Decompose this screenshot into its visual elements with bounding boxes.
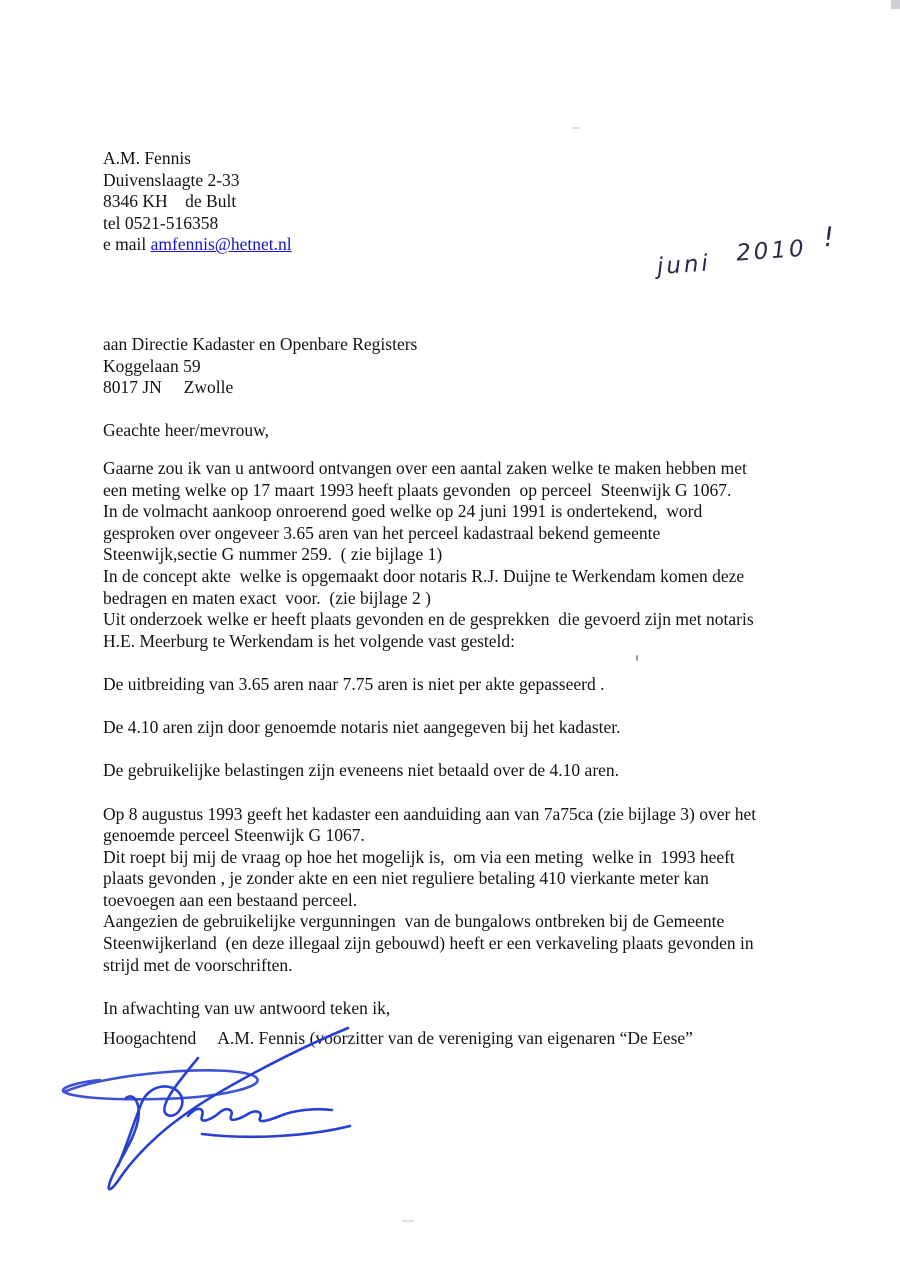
handwritten-exclamation: ! xyxy=(822,222,839,254)
text-line: De gebruikelijke belastingen zijn eveneens niet betaald over de 4.10 aren. xyxy=(103,760,620,781)
text-line: Koggelaan 59 xyxy=(103,355,201,376)
text-line: Aangezien de gebruikelijke vergunningen van de bungalows ontbreken bij de Gemeente xyxy=(103,911,725,932)
text-line: bedragen en maten exact voor. (zie bijlage 2 ) xyxy=(103,587,431,608)
text-line: Gaarne zou ik van u antwoord ontvangen over een aantal zaken welke te maken hebben met xyxy=(103,458,747,478)
text-line: Uit onderzoek welke er heeft plaats gevonden en de gesprekken die gevoerd zijn met notaris xyxy=(103,609,754,630)
letter-body xyxy=(103,458,825,1019)
handwritten-date-note xyxy=(640,222,870,302)
sender-email-line xyxy=(103,234,292,256)
text-line: Dit roept bij mij de vraag op hoe het mogelijk is, om via een meting welke in 1993 heeft xyxy=(103,846,735,867)
scan-artifact-corner xyxy=(891,0,900,9)
text-line xyxy=(103,652,825,674)
text-line: Steenwijk,sectie G nummer 259. ( zie bijlage 1) xyxy=(103,544,443,565)
text-line xyxy=(103,976,825,998)
signature-scribble xyxy=(30,1014,380,1204)
text-line: genoemde perceel Steenwijk G 1067. xyxy=(103,825,365,846)
recipient-address-block xyxy=(103,334,417,399)
text-line xyxy=(103,782,825,804)
text-line: toevoegen aan een bestaand perceel. xyxy=(103,889,358,910)
handwritten-month: juni xyxy=(656,250,712,281)
text-line xyxy=(103,739,825,761)
salutation: Geachte heer/mevrouw, xyxy=(103,420,270,440)
text-line: tel 0521-516358 xyxy=(103,212,219,233)
text-line: A.M. Fennis xyxy=(103,148,191,168)
text-line: De uitbreiding van 3.65 aren naar 7.75 aren is niet per akte gepasseerd . xyxy=(103,673,605,694)
text-line: een meting welke op 17 maart 1993 heeft plaats gevonden op perceel Steenwijk G 1067. xyxy=(103,479,732,500)
text-line: aan Directie Kadaster en Openbare Registers xyxy=(103,334,418,354)
text-line: In de concept akte welke is opgemaakt door notaris R.J. Duijne te Werkendam komen deze xyxy=(103,565,745,586)
text-line: strijd met de voorschriften. xyxy=(103,954,293,975)
text-line: Op 8 augustus 1993 geeft het kadaster een aanduiding aan van 7a75ca (zie bijlage 3) over het xyxy=(103,803,757,824)
scan-artifact-tick xyxy=(636,655,638,661)
scan-artifact-dash-bottom xyxy=(402,1220,414,1222)
text-line xyxy=(103,696,825,718)
text-line: Duivenslaagte 2-33 xyxy=(103,169,240,190)
text-line: In de volmacht aankoop onroerend goed welke op 24 juni 1991 is ondertekend, word xyxy=(103,501,703,522)
text-line: plaats gevonden , je zonder akte en een niet reguliere betaling 410 vierkante meter kan xyxy=(103,868,709,889)
text-line: H.E. Meerburg te Werkendam is het volgende vast gesteld: xyxy=(103,630,516,651)
text-line: Steenwijkerland (en deze illegaal zijn gebouwd) heeft er een verkaveling plaats gevonden in xyxy=(103,933,754,954)
text-line: In afwachting van uw antwoord teken ik, xyxy=(103,997,391,1018)
scan-artifact-dash xyxy=(572,127,580,129)
email-label: e mail xyxy=(103,234,151,255)
closing-line: Hoogachtend A.M. Fennis (voorzitter van de vereniging van eigenaren “De Eese” xyxy=(103,1028,693,1048)
sender-address-block xyxy=(103,148,292,256)
text-line: 8017 JN Zwolle xyxy=(103,377,234,398)
email-link[interactable]: amfennis@hetnet.nl xyxy=(150,234,292,255)
text-line: gesproken over ongeveer 3.65 aren van het perceel kadastraal bekend gemeente xyxy=(103,522,661,543)
text-line: De 4.10 aren zijn door genoemde notaris niet aangegeven bij het kadaster. xyxy=(103,717,621,738)
sender-address-lines xyxy=(103,148,292,234)
text-line: 8346 KH de Bult xyxy=(103,191,237,212)
svg-text:juni 2010 ! xyxy=(652,222,840,280)
handwritten-year: 2010 xyxy=(735,235,808,267)
